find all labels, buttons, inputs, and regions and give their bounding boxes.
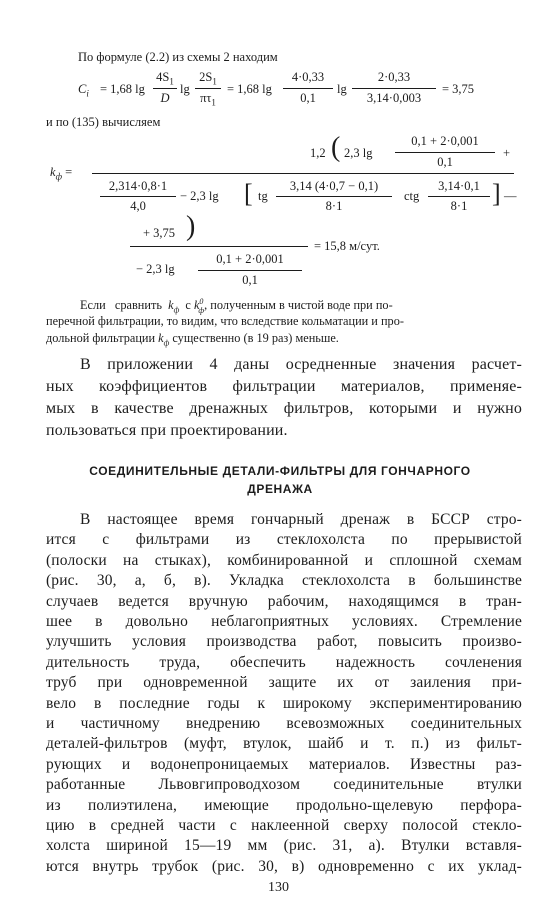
p1-line-2: ных коэффициентов фильтрации материалов, применяе- (46, 378, 522, 395)
p1-line-4: пользоваться при проектировании. (46, 422, 288, 439)
p2-line-11: и частичному внедрению всевозможных соединительных (46, 715, 522, 732)
p2-line-1: В настоящее время гончарный дренаж в БССР стро- (80, 511, 522, 528)
intro-line-1: По формуле (2.2) из схемы 2 находим (78, 50, 278, 64)
ci-eq: = 1,68 lg (100, 82, 145, 96)
kf-result: = 15,8 м/сут. (314, 239, 380, 253)
kf-cont-bar (130, 246, 308, 247)
kf-cont-den-frac-num: 0,1 + 2·0,001 (216, 252, 284, 266)
kf-num-open-paren: ( (331, 132, 341, 163)
kf-den-frac-2-num: 3,14 (4·0,7 − 0,1) (289, 179, 379, 193)
p2-line-3: (полоски на стыках), комбинированной и сплошной схемам (46, 551, 522, 569)
ci-frac-4-den: 3,14·0,003 (366, 91, 422, 105)
p2-line-15: из полиэтилена, имеющие продольно-щелевую перфора- (46, 796, 522, 814)
ci-frac-3-den: 0,1 (300, 91, 316, 105)
p2-line-9: труб при одновременной защите их от заиления при- (46, 674, 522, 692)
p2-line-17: холста шириной 15—19 мм (рис. 31, а). Втулки вставля- (46, 837, 522, 855)
kf-den-frac-1-den: 4,0 (130, 199, 146, 213)
kf-num-plus: + (503, 146, 511, 160)
kf-den-frac-2-den: 8·1 (325, 199, 343, 213)
kf-den-frac-1-bar (100, 196, 176, 197)
p2-line-10: вело в последние годы к широкому экспериментированию (46, 694, 522, 712)
ci-frac-4-num: 2·0,33 (377, 70, 411, 84)
ci-frac-1-num: $4S_1$ (156, 70, 174, 87)
kf-den-tail: — (504, 189, 517, 203)
kf-main-bar (92, 173, 514, 174)
page-number: 130 (268, 880, 289, 896)
kf-cont-num: + 3,75 (143, 226, 176, 240)
kf-den-tg: tg (258, 189, 268, 203)
p2-line-6: шее в довольно неблагоприятных условиях. Стремление (46, 613, 522, 630)
kf-den-close-bracket: ] (492, 179, 501, 208)
note-line-1: Если сравнить $k_ф$ с $k^0_ф$, полученным в чистой воде при по- (80, 297, 393, 315)
intro-line-3: и по (135) вычисляем (46, 115, 161, 129)
kf-lhs: $k_ф$ = (50, 165, 73, 182)
section-heading-line-2: ДРЕНАЖА (247, 482, 313, 496)
p2-line-2: ится с фильтрами из стеклохолста по прерывистой (46, 531, 522, 549)
kf-cont-den-frac-bar (198, 270, 302, 271)
kf-num-term: 2,3 lg (344, 146, 373, 160)
p2-line-7: улучшить условия производства работ, повысить произво- (46, 633, 522, 651)
ci-eq-2: = 1,68 lg (227, 82, 272, 96)
p1-line-1: В приложении 4 даны осредненные значения расчет- (80, 356, 522, 373)
kf-den-open-bracket: [ (244, 179, 253, 208)
kf-num-frac-bar (395, 152, 495, 153)
ci-lg-4: lg (337, 82, 347, 96)
kf-cont-den-frac-den: 0,1 (242, 273, 258, 287)
p2-line-14: работанные Львовгипроводхозом соединительные втулки (46, 776, 522, 794)
p2-line-5: случаев ведется вручную рабочим, находящимся в тран- (46, 592, 522, 610)
p2-line-16: цию в средней части с наклеенной сверху полосой стекло- (46, 817, 522, 834)
ci-frac-1-den: D (160, 91, 170, 105)
kf-cont-close-paren: ) (186, 211, 196, 242)
note-line-3: дольной фильтрации $k_ф$ существенно (в 19 раз) меньше. (46, 331, 339, 348)
kf-num-prefix: 1,2 (310, 146, 326, 160)
ci-lg-2: lg (180, 82, 190, 96)
kf-den-minus: − 2,3 lg (180, 189, 219, 203)
kf-den-frac-3-den: 8·1 (450, 199, 468, 213)
p1-line-3: мых в качестве дренажных фильтров, которыми и нужно (46, 400, 522, 417)
ci-frac-3-num: 4·0,33 (291, 70, 325, 84)
ci-result: = 3,75 (442, 82, 475, 96)
ci-lhs: $C_i$ (78, 82, 89, 99)
p2-line-18: ются внутрь трубок (рис. 30, в) одновременно с их уклад- (46, 857, 522, 875)
kf-cont-den-prefix: − 2,3 lg (136, 262, 175, 276)
kf-num-frac-num: 0,1 + 2·0,001 (411, 134, 479, 148)
ci-frac-4-bar (352, 88, 436, 89)
kf-den-frac-2-bar (276, 196, 392, 197)
kf-den-frac-3-bar (428, 196, 490, 197)
ci-frac-1-bar (153, 88, 177, 89)
p2-line-4: (рис. 30, а, б, в). Укладка стеклохолста в большинстве (46, 572, 522, 590)
p2-line-8: дительность труда, обеспечить надежность сочленения (46, 653, 522, 671)
ci-frac-2-num: $2S_1$ (199, 70, 217, 87)
section-heading-line-1: СОЕДИНИТЕЛЬНЫЕ ДЕТАЛИ-ФИЛЬТРЫ ДЛЯ ГОНЧАРНОГО (89, 464, 471, 478)
p2-line-12: деталей-фильтров (муфт, втулок, шайб и т. п.) из фильт- (46, 735, 522, 753)
kf-den-frac-1-num: 2,314·0,8·1 (108, 179, 168, 193)
kf-num-frac-den: 0,1 (437, 155, 453, 169)
note-line-2: перечной фильтрации, то видим, что вследствие кольматации и про- (46, 314, 404, 328)
kf-den-ctg: ctg (404, 189, 420, 203)
ci-frac-3-bar (283, 88, 333, 89)
ci-frac-2-den: $\pi\tau_1$ (200, 91, 216, 108)
kf-den-frac-3-num: 3,14·0,1 (438, 179, 480, 193)
p2-line-13: рующих и водонепроницаемых материалов. Известны раз- (46, 755, 522, 773)
ci-frac-2-bar (195, 88, 221, 89)
